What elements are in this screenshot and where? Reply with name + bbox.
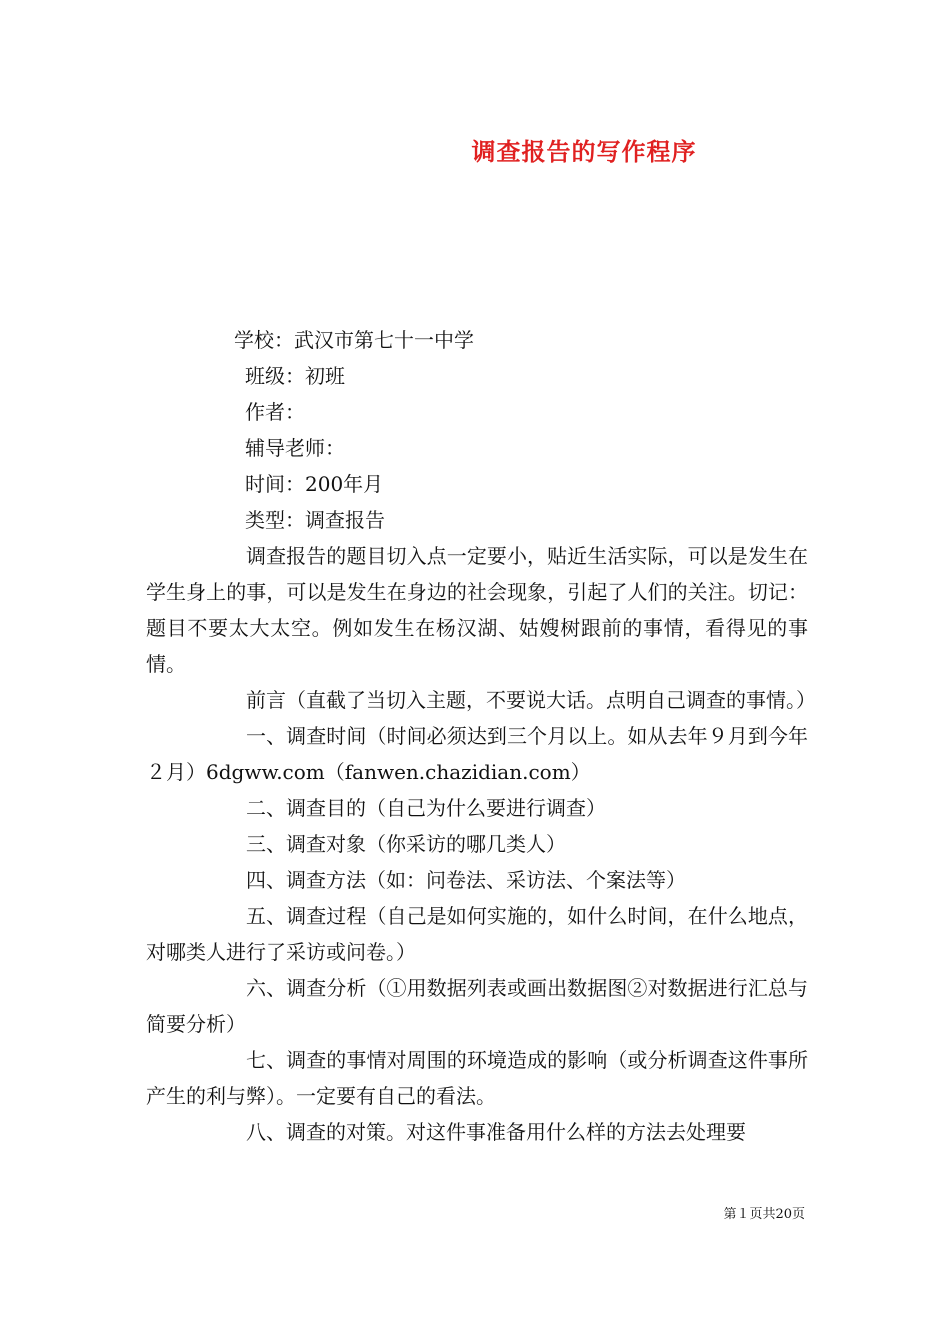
meta-advisor: 辅导老师： xyxy=(245,436,345,460)
document-title: 调查报告的写作程序 xyxy=(471,138,697,166)
paragraph-preface: 前言（直截了当切入主题，不要说大话。点明自己调查的事情。） xyxy=(246,688,816,712)
meta-class: 班级：初班 xyxy=(245,364,345,388)
page-number-footer: 第１页共20页 xyxy=(723,1207,805,1222)
meta-school: 学校：武汉市第七十一中学 xyxy=(234,328,474,352)
paragraph-section-1: 一、调查时间（时间必须达到三个月以上。如从去年９月到今年２月）6dgww.com（fanwen.chazidian.com） xyxy=(146,724,808,784)
meta-author: 作者： xyxy=(245,400,305,424)
paragraph-section-7: 七、调查的事情对周围的环境造成的影响（或分析调查这件事所产生的利与弊）。一定要有自己的看法。 xyxy=(146,1048,808,1108)
paragraph-section-4: 四、调查方法（如：问卷法、采访法、个案法等） xyxy=(246,868,686,892)
paragraph-section-5: 五、调查过程（自己是如何实施的，如什么时间，在什么地点，对哪类人进行了采访或问卷。） xyxy=(146,904,808,964)
paragraph-section-3: 三、调查对象（你采访的哪几类人） xyxy=(246,832,566,856)
paragraph-section-2: 二、调查目的（自己为什么要进行调查） xyxy=(246,796,606,820)
document-body xyxy=(146,538,816,1150)
paragraph-intro: 调查报告的题目切入点一定要小，贴近生活实际，可以是发生在学生身上的事，可以是发生在身边的社会现象，引起了人们的关注。切记：题目不要太大太空。例如发生在杨汉湖、姑嫂树跟前的事情，看得见的事情。 xyxy=(146,544,808,676)
paragraph-section-8: 八、调查的对策。对这件事准备用什么样的方法去处理要 xyxy=(246,1120,746,1144)
paragraph-section-6: 六、调查分析（①用数据列表或画出数据图②对数据进行汇总与简要分析） xyxy=(146,976,808,1036)
meta-time: 时间：200年月 xyxy=(245,472,384,496)
meta-type: 类型：调查报告 xyxy=(245,508,385,532)
